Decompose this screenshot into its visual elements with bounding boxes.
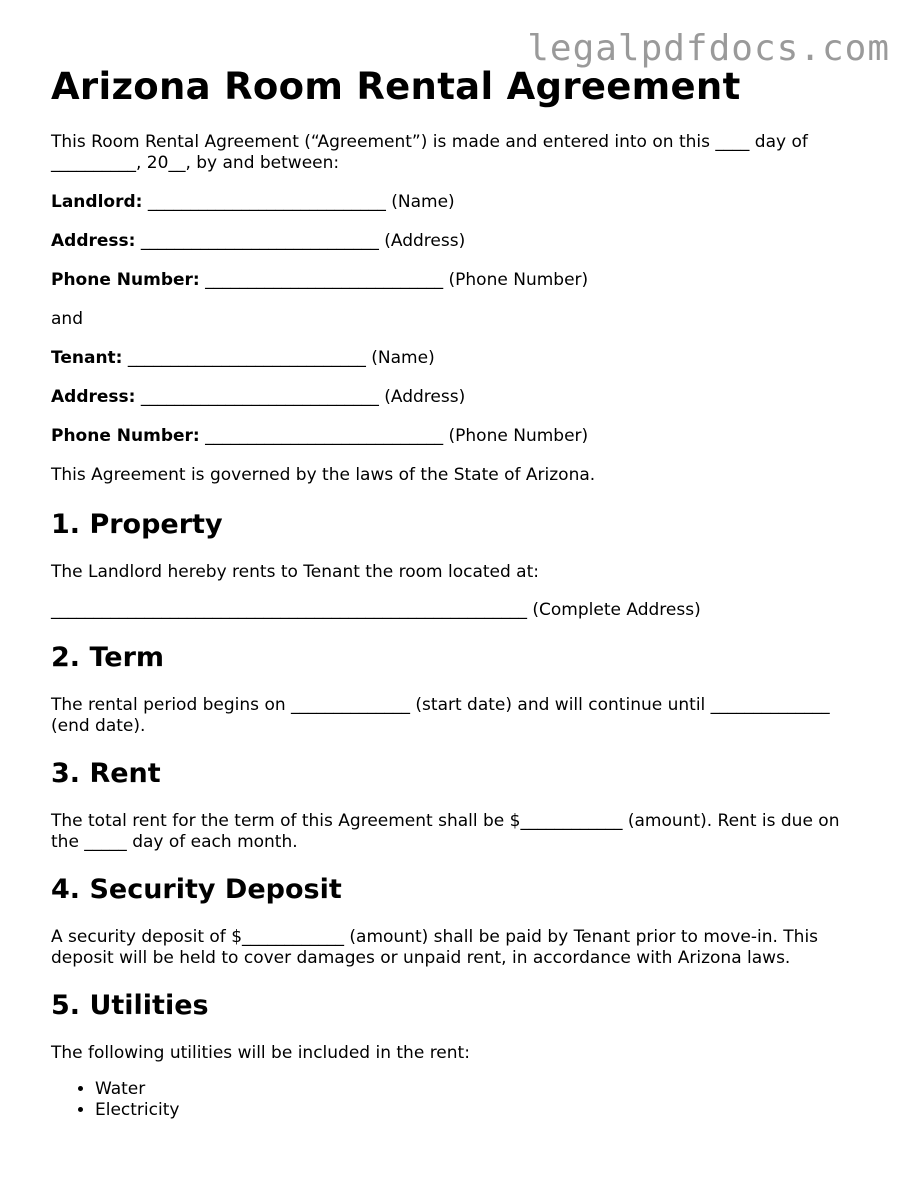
landlord-name-label: Landlord: [51,192,143,212]
section-text: A security deposit of $____________ (amount) shall be paid by Tenant prior to move-in. This deposit will be held to cover damages or unpaid rent, in accordance with Arizona laws. [51,927,819,968]
watermark: legalpdfdocs.com [527,28,890,69]
and-text: and [51,309,83,329]
document-title: Arizona Room Rental Agreement [51,65,741,108]
tenant-name-label: Tenant: [51,348,123,368]
landlord-address-blank: ____________________________ (Address) [135,231,466,251]
section-heading: 5. Utilities [51,990,209,1021]
landlord-address-field [51,231,871,252]
section-text: The rental period begins on ______________ (start date) and will continue until ______________ (end date). [51,695,830,736]
section-text: The Landlord hereby rents to Tenant the room located at: [51,562,539,582]
section-rent [51,757,871,853]
landlord-phone-field [51,270,871,291]
section-heading: 4. Security Deposit [51,874,342,905]
section-heading: 1. Property [51,509,223,540]
list-item: • Water [95,1079,871,1100]
section-property [51,508,871,621]
section-text: The following utilities will be included in the rent: [51,1043,470,1063]
document-page [51,64,871,1121]
section-text: The total rent for the term of this Agreement shall be $____________ (amount). Rent is due on the _____ day of each month. [51,811,840,852]
tenant-address-label: Address: [51,387,136,407]
tenant-address-field [51,387,871,408]
list-item: • Electricity [95,1100,871,1121]
governing-law-text: This Agreement is governed by the laws of the State of Arizona. [51,465,596,485]
landlord-phone-blank: ____________________________ (Phone Number) [199,270,589,290]
tenant-name-field [51,348,871,369]
landlord-phone-label: Phone Number: [51,270,200,290]
section-heading: 2. Term [51,642,165,673]
intro-paragraph: This Room Rental Agreement (“Agreement”) is made and entered into on this ____ day of __________, 20__, by and between: [51,132,808,173]
landlord-name-field [51,192,871,213]
landlord-address-label: Address: [51,231,136,251]
tenant-phone-label: Phone Number: [51,426,200,446]
section-utilities [51,989,871,1121]
section-term [51,641,871,737]
section-security-deposit [51,873,871,969]
tenant-name-blank: ____________________________ (Name) [122,348,435,368]
landlord-name-blank: ____________________________ (Name) [142,192,455,212]
property-address-blank: ________________________________________________________ (Complete Address) [51,600,701,620]
tenant-phone-field [51,426,871,447]
tenant-address-blank: ____________________________ (Address) [135,387,466,407]
section-heading: 3. Rent [51,758,161,789]
utilities-list [51,1079,871,1121]
tenant-phone-blank: ____________________________ (Phone Number) [199,426,589,446]
